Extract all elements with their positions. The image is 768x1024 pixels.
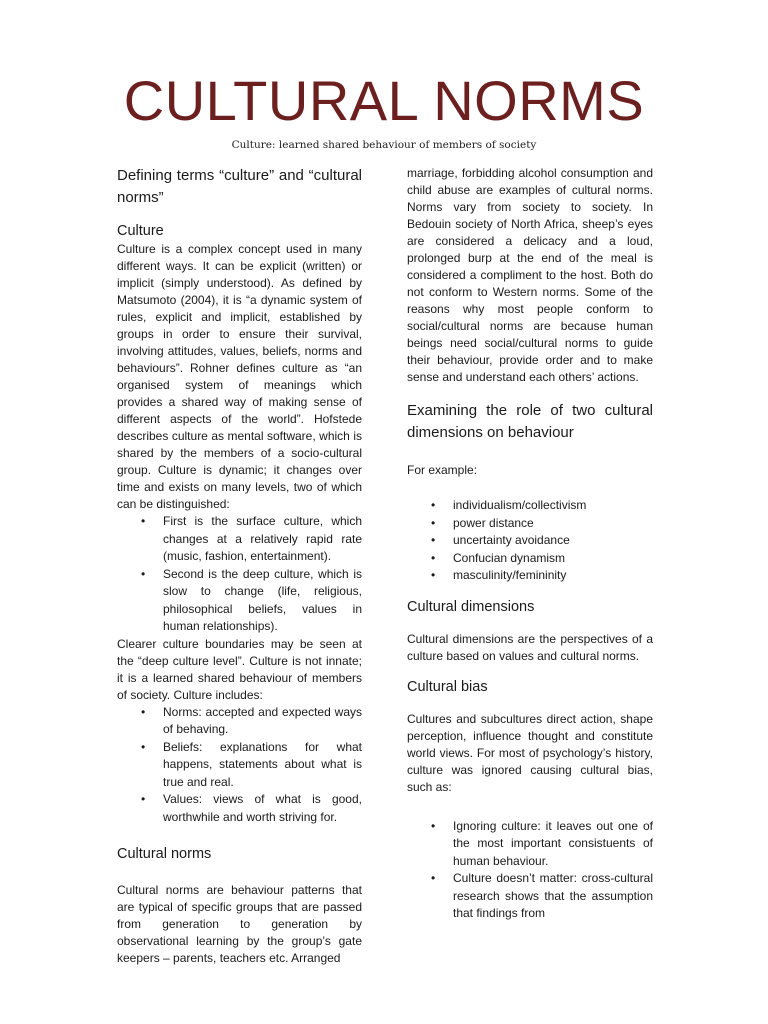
cultural-norms-heading: Cultural norms (117, 846, 212, 862)
culture-levels-list (117, 513, 362, 636)
cultural-norms-paragraph: Cultural norms are behaviour patterns that are typical of specific groups that are passed from generation to generation by observational learning by the group’s gate keepers – parents, teachers etc. Arranged (117, 883, 362, 965)
list-item: • Beliefs: explanations for what happens, statements about what is true and real. (163, 739, 362, 792)
list-item: • Second is the deep culture, which is slow to change (life, religious, philosophical beliefs, values in human relationships). (163, 566, 362, 636)
bias-list (407, 818, 653, 923)
left-column (117, 165, 362, 967)
examining-heading: Examining the role of two cultural dimensions on behaviour (407, 402, 653, 441)
cultural-bias-heading: Cultural bias (407, 678, 488, 695)
list-item: • Ignoring culture: it leaves out one of the most important consistuents of human behaviour. (453, 818, 653, 871)
list-item: • power distance (453, 515, 653, 533)
list-item: • First is the surface culture, which changes at a relatively rapid rate (music, fashion, entertainment). (163, 513, 362, 566)
list-item: • masculinity/femininity (453, 567, 653, 585)
document-title: CULTURAL NORMS (123, 69, 645, 132)
cultural-dimensions-paragraph: Cultural dimensions are the perspectives of a culture based on values and cultural norms. (407, 631, 653, 663)
document-subtitle: Culture: learned shared behaviour of members of society (231, 139, 537, 151)
list-item: • individualism/collectivism (453, 497, 653, 515)
culture-heading: Culture (117, 223, 164, 239)
for-example-text: For example: (407, 463, 478, 477)
list-item: • uncertainty avoidance (453, 532, 653, 550)
list-item: • Confucian dynamism (453, 550, 653, 568)
boundaries-paragraph: Clearer culture boundaries may be seen at the “deep culture level”. Culture is not innate; it is a learned shared behaviour of members of society. Culture includes: (117, 636, 362, 702)
culture-paragraph: Culture is a complex concept used in many different ways. It can be explicit (written) or implicit (simply understood). As defined by Matsumoto (2004), it is “a dynamic system of rules, explicit and implicit, established by groups in order to ensure their survival, involving attitudes, values, beliefs, norms and behaviours”. Rohner defines culture as “an organised system of meanings which provides a shared way of making sense of different aspects of the world”. Hofstede describes culture as mental software, which is shared by the members of a socio-cultural group. Culture is dynamic; it changes over time and exists on many levels, two of which can be distinguished: (117, 242, 362, 511)
culture-includes-list (117, 704, 362, 827)
defining-terms-heading: Defining terms “culture” and “cultural norms” (117, 167, 362, 206)
list-item: • Culture doesn’t matter: cross-cultural research shows that the assumption that findings from (453, 870, 653, 923)
list-item: • Norms: accepted and expected ways of behaving. (163, 704, 362, 739)
dimensions-list (407, 497, 653, 585)
right-column (407, 165, 653, 923)
list-item: • Values: views of what is good, worthwhile and worth striving for. (163, 791, 362, 826)
cultural-bias-paragraph: Cultures and subcultures direct action, shape perception, influence thought and constitute world views. For most of psychology’s history, culture was ignored causing cultural bias, such as: (407, 711, 653, 794)
cultural-dimensions-heading: Cultural dimensions (407, 598, 535, 615)
norms-continued-paragraph: marriage, forbidding alcohol consumption and child abuse are examples of cultural norms. Norms vary from society to society. In Bedouin society of North Africa, sheep’s eyes are considered a delicacy and a loud, prolonged burp at the end of the meal is considered a compliment to the host. Both do not conform to Western norms. Some of the reasons why most people conform to social/cultural norms are because human beings need social/cultural norms to guide their behaviour, provide order and to make sense and understand each others’ actions. (407, 166, 653, 384)
